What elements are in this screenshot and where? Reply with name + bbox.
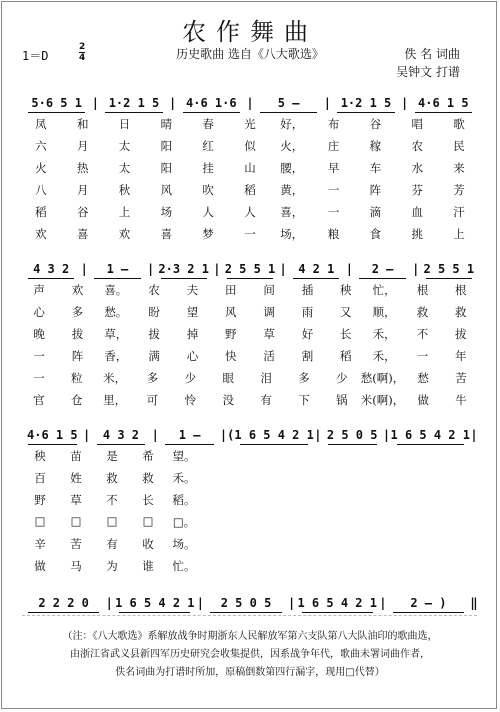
lyric-syllable: 黄， [280,183,304,197]
lyric-syllable: 辛 [34,537,46,551]
measure: 4·6 1·6 [177,96,246,110]
lyric-syllable: 布 [327,117,340,131]
beam-underline [28,444,77,445]
lyric-syllable: □ [70,514,82,528]
lyric-syllable: 喜， [280,205,304,219]
footnote-line: 由浙江省武义县新四军历史研究会收集提供，因系战争年代，歌曲未署词曲作者， [70,649,430,660]
lyric-syllable: 望 [186,305,199,319]
beam-underline [119,612,190,613]
lyric-line [20,348,480,364]
measure: 5 — [254,96,323,110]
lyric-syllable: 车 [369,161,382,175]
lyric-syllable: 为 [106,559,118,573]
lyric-syllable: 一 [244,227,256,241]
lyric-syllable: 多 [298,371,310,385]
lyric-syllable: 和 [76,117,89,131]
lyric-syllable: 拔 [71,327,84,341]
lyric-syllable: 春 [202,117,214,131]
lyric-syllable: 有 [260,393,272,407]
lyric-syllable: 八 [35,183,47,197]
lyric-syllable: 六 [35,139,47,153]
beam-underline [165,444,214,445]
lyric-syllable: 山 [244,161,256,175]
key-signature: 1＝D [22,49,49,63]
lyric-syllable: 马 [70,559,82,573]
lyric-line [20,392,480,408]
barline: | [196,596,205,610]
lyric-syllable: 吹 [202,183,214,197]
barline: | [91,96,99,110]
lyric-syllable: □ [106,514,118,528]
lyric-syllable: 欢 [118,227,131,241]
lyric-syllable: 是 [106,449,118,463]
lyric-syllable: 秧 [340,283,352,297]
barline: | [279,262,287,276]
barline: | [345,262,354,276]
lyric-syllable: 一 [33,349,45,363]
lyric-syllable: 盼 [148,305,160,319]
barline: | [379,596,387,610]
lyric-syllable: 禾， [372,327,396,341]
lyric-syllable: 月 [76,139,89,153]
measure: 2·3 2 1 [155,262,213,276]
lyric-syllable: 救 [142,471,154,485]
beam-underline [240,444,307,445]
lyric-syllable: 割 [301,349,314,363]
lyric-line [22,514,202,530]
lyric-syllable: 百 [34,471,46,485]
lyric-syllable: 好 [301,327,314,341]
beam-underline [94,278,140,279]
lyric-syllable: 掉 [186,327,199,341]
credit-lyricist: 佚 名 词曲 [404,47,460,61]
lyric-syllable: 人 [244,205,256,219]
measure: 2 5 0 5 [322,428,383,442]
lyric-syllable: 火， [280,139,304,153]
lyric-syllable: 热 [76,161,89,175]
lyric-syllable: 忙。 [172,559,196,573]
barline: | [83,428,91,442]
lyric-syllable: 腰， [280,161,304,175]
lyric-syllable: 歌 [453,117,465,131]
lyric-syllable: 阵 [369,183,382,197]
barline: |( [219,428,235,442]
lyric-syllable: 根 [416,283,429,297]
lyric-syllable: 少 [336,371,348,385]
lyric-syllable: 又 [340,305,352,319]
lyric-syllable: 上 [118,205,131,219]
lyric-syllable: □ [142,514,154,528]
lyric-syllable: 挑 [411,227,423,241]
lyric-syllable: 太 [118,139,131,153]
lyric-syllable: 似 [244,139,256,153]
lyric-syllable: 梦 [202,227,214,241]
lyric-line [20,138,480,154]
song-subtitle: 历史歌曲 选自《八大歌选》 [176,47,324,61]
lyric-syllable: 挂 [202,161,214,175]
lyric-syllable: 稻 [340,349,352,363]
measure: 2 2 2 0 [22,596,105,610]
lyric-syllable: 谷 [369,117,382,131]
beam-underline [28,278,74,279]
lyric-syllable: 下 [298,393,310,407]
measure: 4 2 1 [287,262,345,276]
lyric-syllable: □ [34,514,46,528]
barline: | [105,596,113,610]
lyric-line [22,492,202,508]
lyric-syllable: 秧 [34,449,46,463]
lyric-syllable: 人 [202,205,214,219]
lyric-syllable: 场 [160,205,173,219]
barline: | [412,262,420,276]
lyric-syllable: 血 [411,205,423,219]
measure: 2 — [353,262,411,276]
lyric-syllable: 满 [148,349,160,363]
measure: 1 — [88,262,146,276]
lyric-syllable: 愁 [417,371,429,385]
lyric-syllable: 心 [33,305,45,319]
lyric-syllable: 一 [33,371,45,385]
lyric-line [20,282,480,298]
lyric-syllable: 一 [416,349,429,363]
lyric-syllable: 苗 [70,449,82,463]
lyric-syllable: 月 [76,183,89,197]
lyric-syllable: 禾， [372,349,396,363]
lyric-syllable: 粮 [327,227,340,241]
measure: 2 — ) [387,596,470,610]
lyric-syllable: 眼 [222,371,234,385]
lyric-syllable: 插 [301,283,314,297]
measure: 4 3 2 [22,262,80,276]
lyric-syllable: 阳 [160,161,173,175]
lyric-syllable: 稻 [244,183,256,197]
lyric-syllable: 官 [33,393,45,407]
lyric-syllable: 喜。 [104,283,128,297]
lyric-syllable: 秋 [118,183,131,197]
beam-underline [359,278,405,279]
lyric-line [20,370,480,386]
lyric-line [22,558,202,574]
lyric-syllable: 喜 [76,227,89,241]
lyric-syllable: 一 [327,205,340,219]
lyric-syllable: 民 [453,139,465,153]
beam-underline [302,612,373,613]
barline: | [401,96,409,110]
lyric-syllable: 稼 [369,139,382,153]
lyric-syllable: 欢 [71,283,84,297]
lyric-syllable: 火 [35,161,47,175]
lyric-syllable: 愁(啊)， [360,371,405,385]
lyric-syllable: 有 [106,537,118,551]
lyric-syllable: 阵 [71,349,84,363]
lyric-syllable: 粒 [71,371,83,385]
lyric-syllable: 苦 [455,371,467,385]
lyric-line [20,182,480,198]
measure: 4·6 1 5 [22,428,83,442]
lyric-syllable: 好， [280,117,304,131]
lyric-syllable: 根 [455,283,467,297]
lyric-syllable: 芳 [453,183,465,197]
lyric-syllable: 牛 [455,393,467,407]
beam-underline [227,278,273,279]
beam-underline [28,112,85,113]
lyric-syllable: 禾。 [172,471,196,485]
lyric-syllable: □。 [172,515,196,529]
lyric-syllable: 米(啊)， [360,393,405,407]
lyric-syllable: 风 [225,305,237,319]
beam-underline [28,612,99,613]
lyric-syllable: 一 [327,183,340,197]
measure: 2 5 5 1 [420,262,478,276]
lyric-line [20,116,480,132]
lyric-line [20,204,480,220]
lyric-syllable: 不 [106,493,118,507]
lyric-syllable: 夫 [186,283,199,297]
lyric-line [20,326,480,342]
lyric-syllable: 芬 [411,183,423,197]
lyric-syllable: 做 [417,393,429,407]
lyric-syllable: 活 [263,349,275,363]
measure: 1 6 5 4 2 1 [391,428,470,442]
lyric-syllable: 凤 [35,117,47,131]
footnote [0,628,500,682]
lyric-syllable: 愁。 [104,305,128,319]
notation-line [22,96,478,110]
measure: 1 6 5 4 2 1 [296,596,379,610]
lyric-syllable: 水 [411,161,423,175]
beam-underline [337,112,394,113]
barline: | [287,596,296,610]
beam-underline [328,444,377,445]
barline: | [314,428,322,442]
notation-line [22,596,478,610]
beam-underline [105,112,162,113]
lyric-syllable: 忙， [372,283,396,297]
lyric-syllable: 米， [103,371,127,385]
lyric-syllable: 救 [455,305,467,319]
lyric-syllable: 场。 [172,537,196,551]
lyric-syllable: 晴 [160,117,173,131]
beam-underline [97,444,146,445]
notation-line [22,262,478,276]
measure: 4 3 2 [91,428,152,442]
lyric-syllable: 泪 [260,371,272,385]
beam-underline [397,444,464,445]
measure: 4·6 1 5 [409,96,478,110]
lyric-syllable: 心 [186,349,199,363]
barline: | [470,428,478,442]
lyric-syllable: 晚 [33,327,45,341]
measure: 1 6 5 4 2 1 [113,596,196,610]
measure: 1·2 1 5 [99,96,168,110]
beam-underline [161,278,207,279]
lyric-syllable: 不 [416,327,429,341]
lyric-syllable: 草 [70,493,82,507]
lyric-syllable: 野 [34,493,46,507]
lyric-syllable: 谷 [76,205,89,219]
lyric-syllable: 风 [160,183,173,197]
lyric-syllable: 香， [104,349,128,363]
lyric-syllable: 红 [202,139,214,153]
lyric-syllable: 庄 [327,139,340,153]
lyric-line [20,160,480,176]
beam-underline [426,278,472,279]
beam-underline [183,112,240,113]
barline: | [323,96,331,110]
barline: | [213,262,221,276]
barline: ‖ [470,596,478,610]
lyric-syllable: 来 [453,161,465,175]
beam-underline [293,278,339,279]
lyric-syllable: 做 [34,559,46,573]
lyric-syllable: 谁 [142,559,154,573]
lyric-syllable: 稻 [35,205,47,219]
measure: 2 5 5 1 [221,262,279,276]
notation-line [22,428,478,442]
lyric-syllable: 野 [225,327,237,341]
barline: | [146,262,155,276]
lyric-syllable: 怜 [184,393,197,407]
lyric-syllable: 草， [104,327,128,341]
lyric-syllable: 多 [71,305,84,319]
measure: 5·6 5 1 [22,96,91,110]
lyric-syllable: 场， [280,227,304,241]
lyric-syllable: 食 [369,227,382,241]
lyric-syllable: 太 [118,161,131,175]
divider [22,615,477,616]
lyric-syllable: 早 [327,161,340,175]
lyric-syllable: 调 [263,305,275,319]
lyric-syllable: 锅 [336,393,348,407]
credit-arranger: 吴钟文 打谱 [396,65,460,79]
lyric-syllable: 年 [455,349,467,363]
lyric-syllable: 滴 [369,205,382,219]
lyric-line [20,226,480,242]
barline: | [382,428,391,442]
lyric-syllable: 长 [142,493,154,507]
lyric-syllable: 救 [416,305,429,319]
lyric-line [22,470,202,486]
measure: 2 5 0 5 [204,596,287,610]
measure: 1 6 5 4 2 1 [234,428,313,442]
lyric-syllable: 多 [146,371,159,385]
lyric-syllable: 上 [453,227,465,241]
lyric-syllable: 雨 [301,305,314,319]
lyric-syllable: 喜 [160,227,173,241]
lyric-syllable: 姓 [70,471,82,485]
measure: 1 — [159,428,220,442]
lyric-line [22,448,202,464]
lyric-syllable: 草 [263,327,275,341]
song-title: 农作舞曲 [182,18,318,46]
lyric-syllable: 希 [142,449,154,463]
lyric-syllable: 里， [103,393,127,407]
lyric-syllable: 汗 [453,205,465,219]
lyric-syllable: 声 [33,283,45,297]
lyric-syllable: 顺， [372,305,396,319]
lyric-syllable: 阳 [160,139,173,153]
lyric-syllable: 收 [142,537,154,551]
beam-underline [260,112,317,113]
lyric-syllable: 快 [225,349,237,363]
barline: | [169,96,177,110]
barline: | [246,96,254,110]
beam-underline [393,612,464,613]
lyric-syllable: 唱 [411,117,423,131]
lyric-syllable: 农 [148,283,160,297]
lyric-syllable: 光 [244,117,256,131]
lyric-syllable: 稻。 [172,493,196,507]
footnote-line: 佚名词曲为打谱时所加，原稿倒数第四行漏字，现用□代替） [115,667,385,678]
measure: 1·2 1 5 [331,96,400,110]
lyric-syllable: 可 [146,393,159,407]
lyric-syllable: 欢 [35,227,47,241]
lyric-syllable: 望。 [172,449,196,463]
lyric-syllable: 拔 [148,327,160,341]
time-signature: 2 4 [79,42,86,63]
lyric-syllable: 农 [411,139,423,153]
lyric-line [20,304,480,320]
beam-underline [210,612,281,613]
barline: | [151,428,159,442]
lyric-syllable: 日 [118,117,131,131]
footnote-line: （注：《八大歌选》系解放战争时期浙东人民解放军第六支队第八大队油印的歌曲选， [62,631,438,642]
lyric-syllable: 少 [184,371,197,385]
lyric-syllable: 田 [225,283,237,297]
lyric-syllable: 长 [340,327,352,341]
lyric-line [22,536,202,552]
lyric-syllable: 拔 [455,327,467,341]
lyric-syllable: 苦 [70,537,82,551]
lyric-syllable: 没 [222,393,234,407]
lyric-syllable: 救 [106,471,118,485]
barline: | [80,262,88,276]
beam-underline [415,112,472,113]
lyric-syllable: 仓 [71,393,83,407]
lyric-syllable: 间 [263,283,275,297]
